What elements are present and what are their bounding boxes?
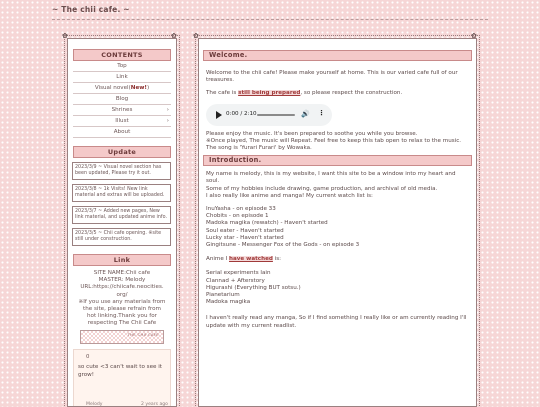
list-item: Lucky star - Haven't started (206, 234, 284, 241)
list-item: Madoka magika (rewatch) - Haven't started (206, 220, 328, 227)
link-line: org/ (116, 291, 128, 298)
link-line: ※If you use any materials from (78, 298, 166, 305)
list-item: Higurashi (Everything BUT sotsu.) (206, 284, 301, 291)
corner-ornament-icon: ✿ (193, 32, 199, 40)
site-link-button[interactable]: THE CHII CAFE (80, 330, 164, 344)
main-content (198, 38, 477, 407)
update-heading: Update (73, 146, 171, 158)
chevron-right-icon: › (166, 118, 169, 124)
new-badge: New! (130, 85, 147, 91)
introduction-heading: Introduction. (203, 155, 472, 166)
link-line: URL:https://chiicafe.neocities. (80, 284, 164, 291)
volume-icon[interactable]: 🔊 (301, 109, 310, 118)
watched-heading (206, 256, 469, 263)
nav-item-blog[interactable] (73, 94, 171, 105)
list-item: Madoka magika (206, 299, 251, 306)
link-line: the site, please refrain from (83, 306, 161, 313)
welcome-text: Welcome to the chii cafe! Please make yourself at home. This is our varied cafe full of our treasures. (206, 70, 458, 84)
list-item: Clannad + Afterstory (206, 277, 265, 284)
nav-item-label: Blog (115, 96, 129, 102)
nav-item-label: Illust (115, 118, 129, 124)
corner-ornament-icon: ✿ (62, 32, 68, 40)
list-item: Chobits - on episode 1 (206, 213, 269, 220)
link-line: hot linking.Thank you for (87, 313, 157, 320)
sidebar (67, 38, 177, 407)
nav-item-label-suffix: ) (146, 85, 150, 91)
update-entry: 2023/3/8 ~ 1k Visits! New link material and extras will be uploaded. (72, 184, 171, 202)
link-line: respecting The Chii Cafe (87, 320, 157, 327)
link-line: SITE NAME:Chii cafe (93, 270, 151, 276)
site-title: ~ The chii cafe. ~ (52, 5, 488, 20)
intro-text: My name is melody, this is my website, I want this site to be a window into my heart and soul. (206, 171, 456, 185)
chat-name: 0 (86, 353, 90, 360)
watched-highlight: have watched (229, 256, 273, 263)
audio-time: 0:00 / 2:10 (226, 110, 257, 117)
nav-item-label: About (113, 129, 131, 135)
nav-item-visual-novel[interactable] (73, 83, 171, 94)
watched-text: is: (272, 256, 282, 263)
audio-seek-slider[interactable] (257, 114, 295, 116)
nav-list (68, 61, 176, 138)
nav-item-top[interactable] (73, 61, 171, 72)
watch-list (199, 206, 476, 249)
nav-item-label: Visual novel( (94, 85, 131, 91)
nav-item-label: Link (116, 74, 128, 80)
list-item: InuYasha - on episode 33 (206, 206, 276, 213)
link-info (68, 270, 176, 328)
chat-box (73, 349, 171, 407)
nav-item-illust[interactable] (73, 116, 171, 127)
list-item: Pianetarium (206, 292, 240, 299)
construction-highlight: still being prepared (238, 90, 301, 97)
more-options-icon[interactable]: ⋮ (318, 108, 325, 117)
audio-player (206, 104, 332, 126)
nav-item-shrines[interactable] (73, 105, 171, 116)
intro-text: I also really like anime and manga! My current watch list is: (206, 192, 373, 199)
intro-text: Some of my hobbies include drawing, game production, and archival of old media. (206, 185, 438, 192)
corner-ornament-icon: ✿ (471, 32, 477, 40)
construction-text: , so please respect the construction. (300, 90, 403, 97)
nav-item-label: Shrines (111, 107, 133, 113)
nav-item-label: Top (117, 63, 127, 69)
link-heading: Link (73, 254, 171, 266)
chat-footer (86, 402, 168, 407)
update-entry: 2023/3/9 ~ Visual novel section has been updated, Please try it out. (72, 162, 171, 180)
chat-message: so cute <3 can't wait to see it grow! (78, 363, 162, 378)
nav-item-link[interactable] (73, 72, 171, 83)
music-note: ※Once played, The music will Repeat. Feel free to keep this tab open to relax to the music. The song is 'Yurari Furari' by Wowaka. (206, 137, 462, 152)
construction-note (206, 90, 469, 97)
chat-time: 2 years ago (140, 401, 168, 407)
music-note: Please enjoy the music. It's been prepared to soothe you while you browse. (206, 130, 418, 137)
corner-ornament-icon: ✿ (171, 32, 177, 40)
watched-text: Anime I (206, 256, 230, 263)
nav-item-about[interactable] (73, 127, 171, 138)
play-icon[interactable] (216, 111, 222, 119)
update-entry: 2023/3/5 ~ Chii cafe opening. ※site still under construction. (72, 228, 171, 246)
chat-author: Melody (86, 401, 103, 407)
link-line: MASTER: Melody (98, 277, 146, 284)
list-item: Soul eater - Haven't started (206, 227, 284, 234)
contents-heading: CONTENTS (73, 49, 171, 61)
update-entry: 2023/3/7 ~ Added new pages, New link material, and updated anime info. (72, 206, 171, 224)
list-item: Serial experiments lain (206, 270, 271, 277)
welcome-heading: Welcome. (203, 50, 472, 61)
construction-text: The cafe is (206, 90, 239, 97)
chevron-right-icon: › (166, 107, 169, 113)
list-item: Gingitsune - Messenger Fox of the Gods - on episode 3 (206, 242, 360, 249)
watched-list (199, 270, 476, 306)
manga-text: I haven't really read any manga, So if I find something I really like or am currently reading I'll update with my current readlist. (206, 315, 467, 329)
